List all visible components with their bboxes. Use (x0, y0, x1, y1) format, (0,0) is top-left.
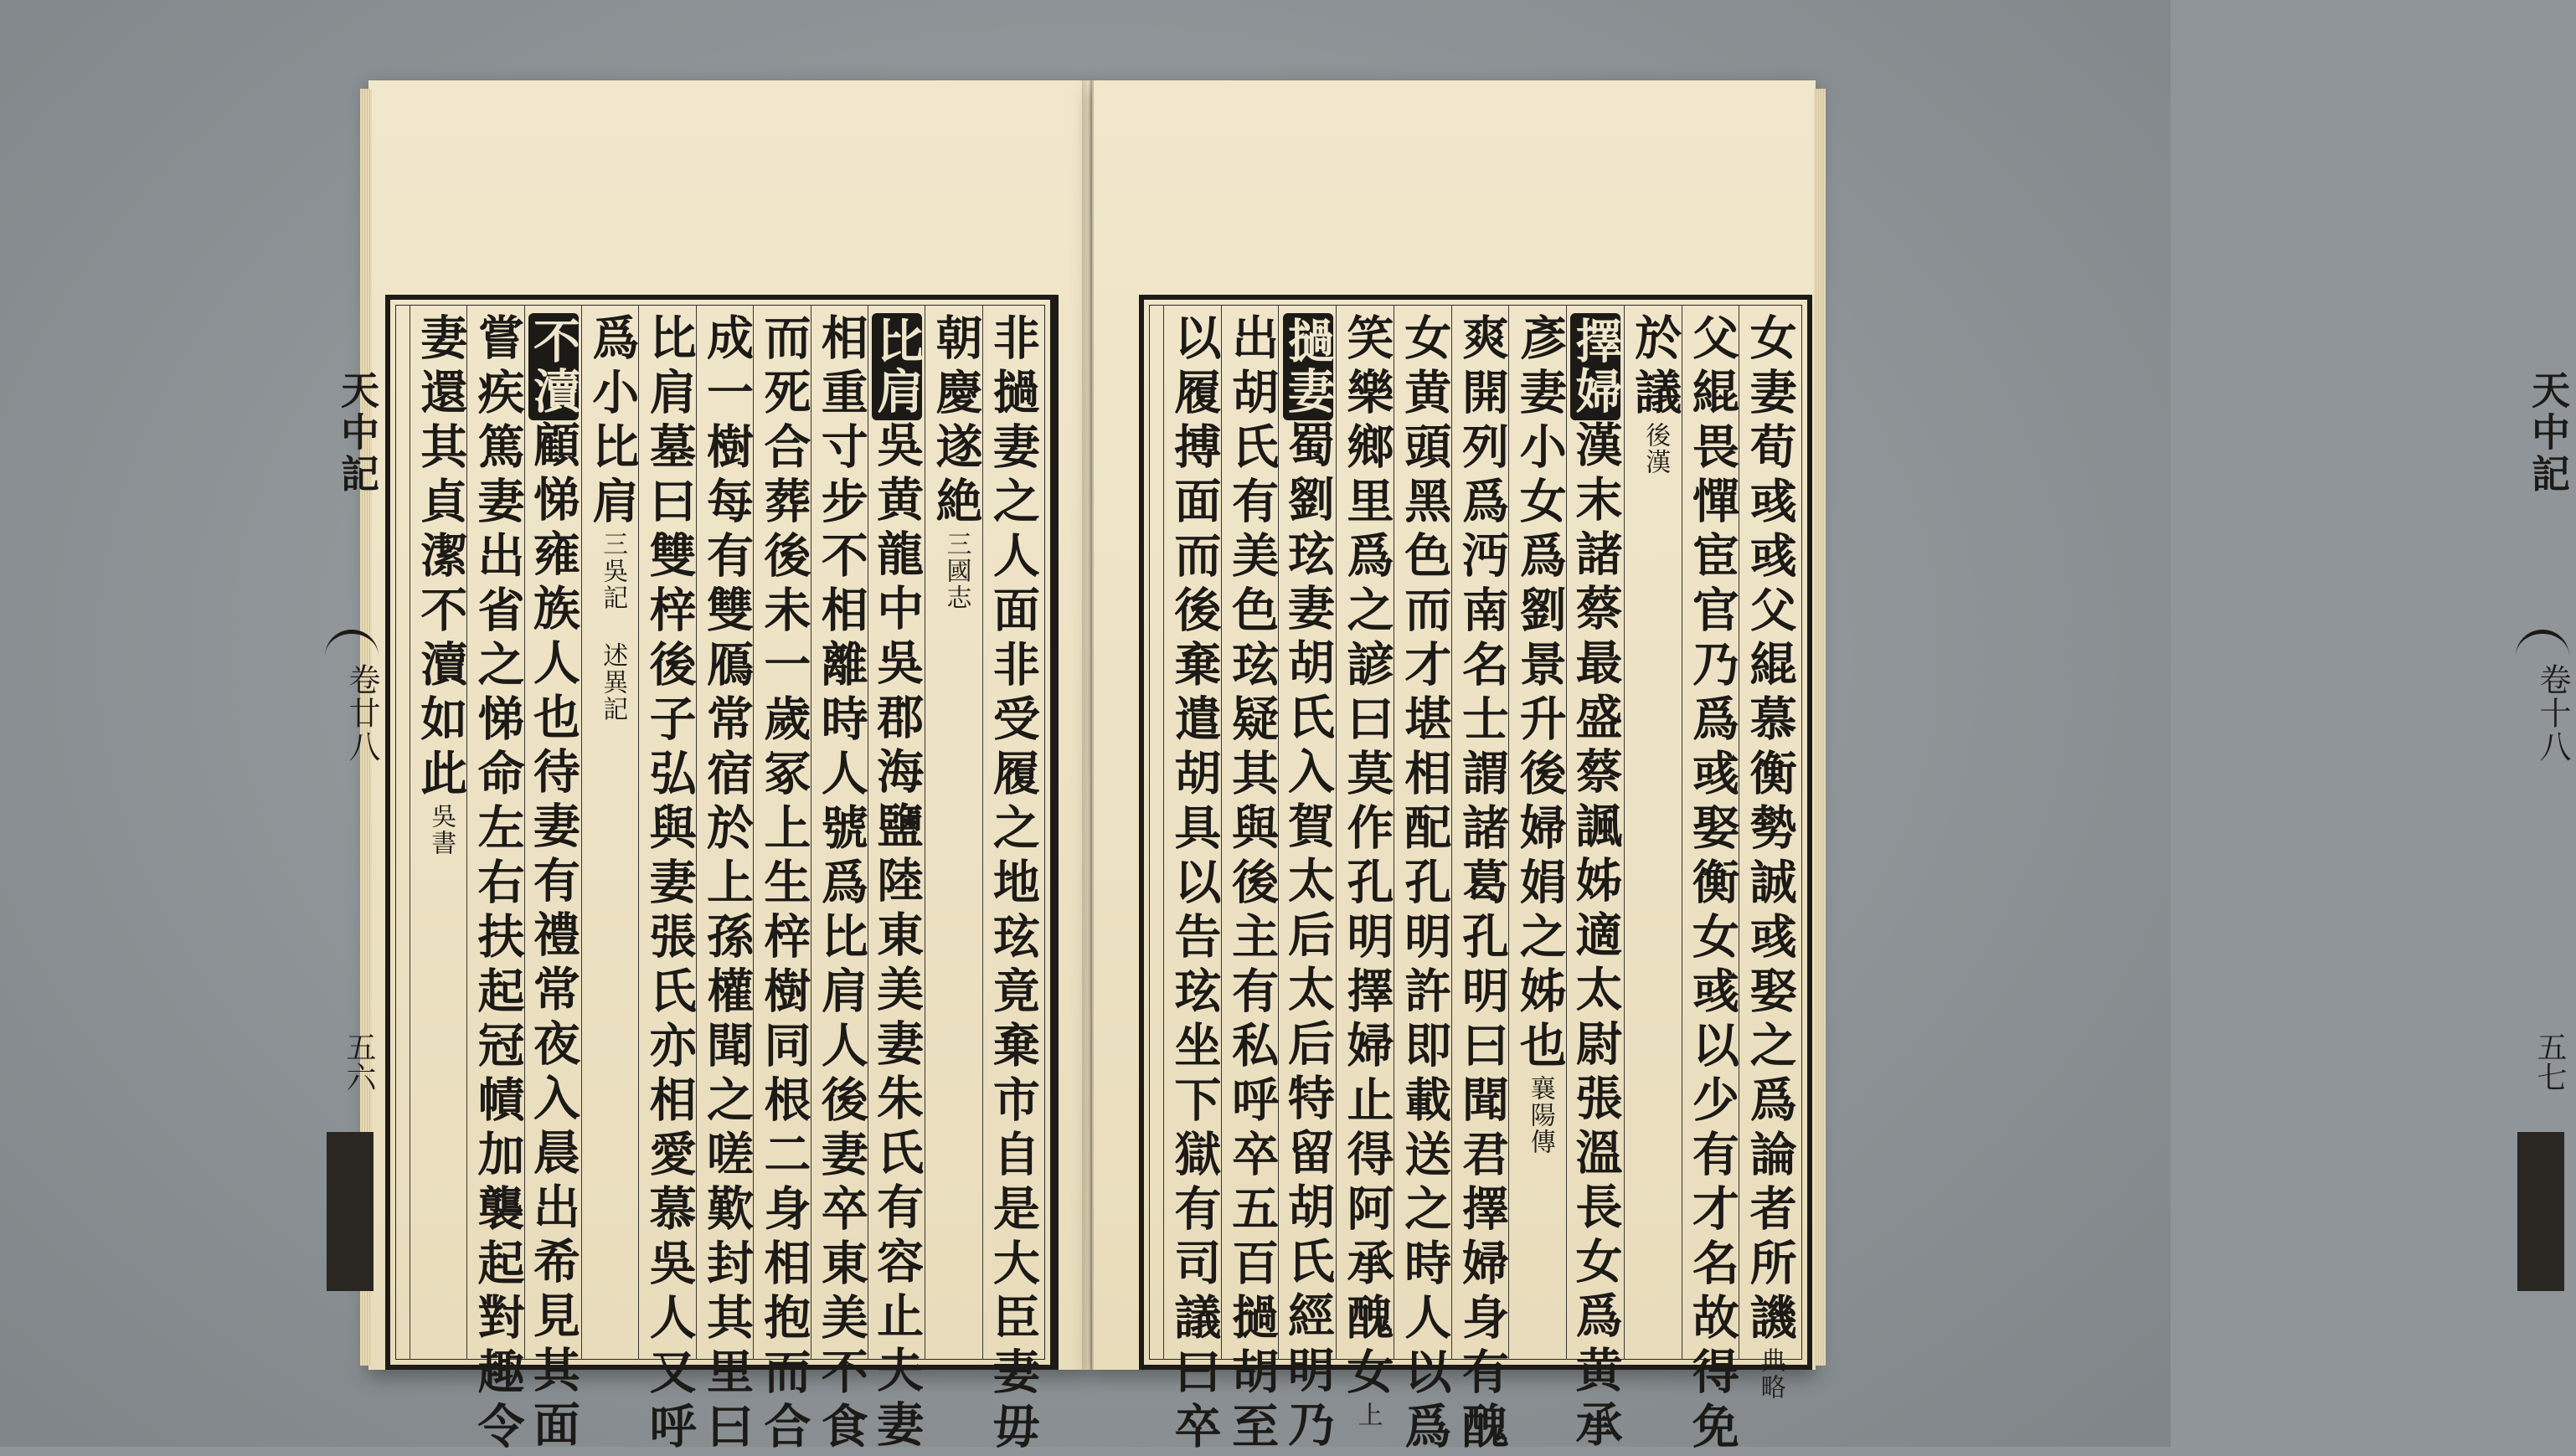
banxin-page-number: 五六 (342, 1032, 376, 1092)
fishtail-mark (325, 630, 379, 659)
column-text: 父緄畏憚宦官乃爲彧娶衡女彧以少有才名故得免 (1684, 313, 1740, 1456)
column-text: 妻還其貞潔不瀆如此 (413, 313, 469, 803)
entry-heading-label: 撾妻 (1283, 313, 1333, 420)
column-text: 比肩墓曰雙梓後子弘與妻張氏亦相愛慕吳人又呼 (641, 313, 698, 1456)
right-text-frame (385, 295, 1059, 1370)
column-text: 顧悌雍族人也待妻有禮常夜入晨出希見其面 (525, 420, 581, 1454)
banxin-title: 天中記 (335, 370, 380, 496)
banxin-volume: 卷十八 (2534, 663, 2571, 764)
column-text: 女黄頭黑色而才堪相配孔明許即載送之時人以爲 (1397, 313, 1453, 1456)
banxin-title: 天中記 (2526, 370, 2571, 496)
column-text: 以履搏面而後棄遣胡具以告玹坐下獄有司議曰卒 (1167, 313, 1223, 1456)
text-column (1224, 313, 1280, 1456)
column-text: 吳黄龍中吳郡海鹽陸東美妻朱氏有容止夫妻 (869, 420, 925, 1454)
column-rule (1163, 305, 1164, 1360)
entry-heading-label: 不瀆 (528, 313, 579, 420)
banxin-page-number: 五七 (2532, 1032, 2567, 1092)
fishtail-mark (2516, 630, 2569, 659)
column-text: 相重寸步不相離時人號爲比肩人後妻卒東美不食 (813, 313, 869, 1456)
text-column (1568, 313, 1624, 1454)
column-text: 於議 (1627, 313, 1683, 422)
right-page-edge (1814, 89, 1826, 1366)
right-text-frame (1139, 295, 1812, 1456)
source-note: 吳書 (426, 803, 456, 857)
text-column (1512, 313, 1568, 1351)
column-text: 非撾妻之人面非受履之地玹竟棄市自是大臣妻毋 (985, 313, 1041, 1456)
text-column (1280, 313, 1336, 1454)
open-book (335, 80, 2571, 1456)
text-column (1684, 313, 1740, 1456)
column-text: 嘗疾篤妻出省之悌命左右扶起冠幘加襲起對趣令 (470, 313, 526, 1456)
column-text: 女妻荀彧彧父緄慕衡勢誠彧娶之爲論者所譏 (1742, 313, 1798, 1347)
source-note: 後漢 (1641, 422, 1671, 476)
source-note: 三國志 (941, 531, 971, 611)
left-banxin (318, 295, 385, 1360)
text-column (1627, 313, 1683, 1351)
text-column (1397, 313, 1453, 1456)
column-text: 笑樂鄉里爲之諺曰莫作孔明擇婦止得阿承醜女 (1339, 313, 1395, 1402)
source-note: 上 (1352, 1402, 1383, 1428)
source-note: 襄陽傳 (1525, 1075, 1555, 1155)
source-note: 典略 (1755, 1347, 1785, 1401)
entry-heading-label: 擇婦 (1570, 313, 1620, 420)
entry-heading-label: 比肩 (872, 313, 922, 420)
text-column (1339, 313, 1395, 1428)
column-text: 出胡氏有美色玹疑其與後主有私呼卒五百撾胡至 (1224, 313, 1280, 1456)
column-text: 蜀劉玹妻胡氏入賀太后太后特留胡氏經明乃 (1280, 420, 1336, 1454)
text-column (1455, 313, 1510, 1456)
text-column (1742, 313, 1798, 1401)
column-rule (1624, 305, 1625, 1360)
banxin-black-block (327, 1132, 374, 1291)
column-rule (1336, 305, 1337, 1360)
text-column (1167, 313, 1223, 1456)
column-text: 彥妻小女爲劉景升後婦娟之姊也 (1512, 313, 1568, 1075)
column-text: 而死合葬後未一歲冢上生梓樹同根二身相抱而合 (756, 313, 812, 1456)
column-text: 爽開列爲沔南名士謂諸葛孔明曰聞君擇婦身有醜 (1455, 313, 1510, 1456)
column-text: 朝慶遂絶 (928, 313, 984, 531)
column-text: 成一樹每有雙鴈常宿於上孫權聞之嗟歎封其里曰 (699, 313, 755, 1456)
column-text: 漢末諸蔡最盛蔡諷姊適太尉張溫長女爲黄承 (1568, 420, 1624, 1454)
banxin-volume: 卷廿八 (343, 663, 380, 764)
banxin-black-block (2517, 1132, 2564, 1291)
right-banxin (2509, 295, 2576, 1360)
source-note: 三吳記 述異記 (598, 531, 628, 723)
column-text: 爲小比肩 (585, 313, 641, 531)
